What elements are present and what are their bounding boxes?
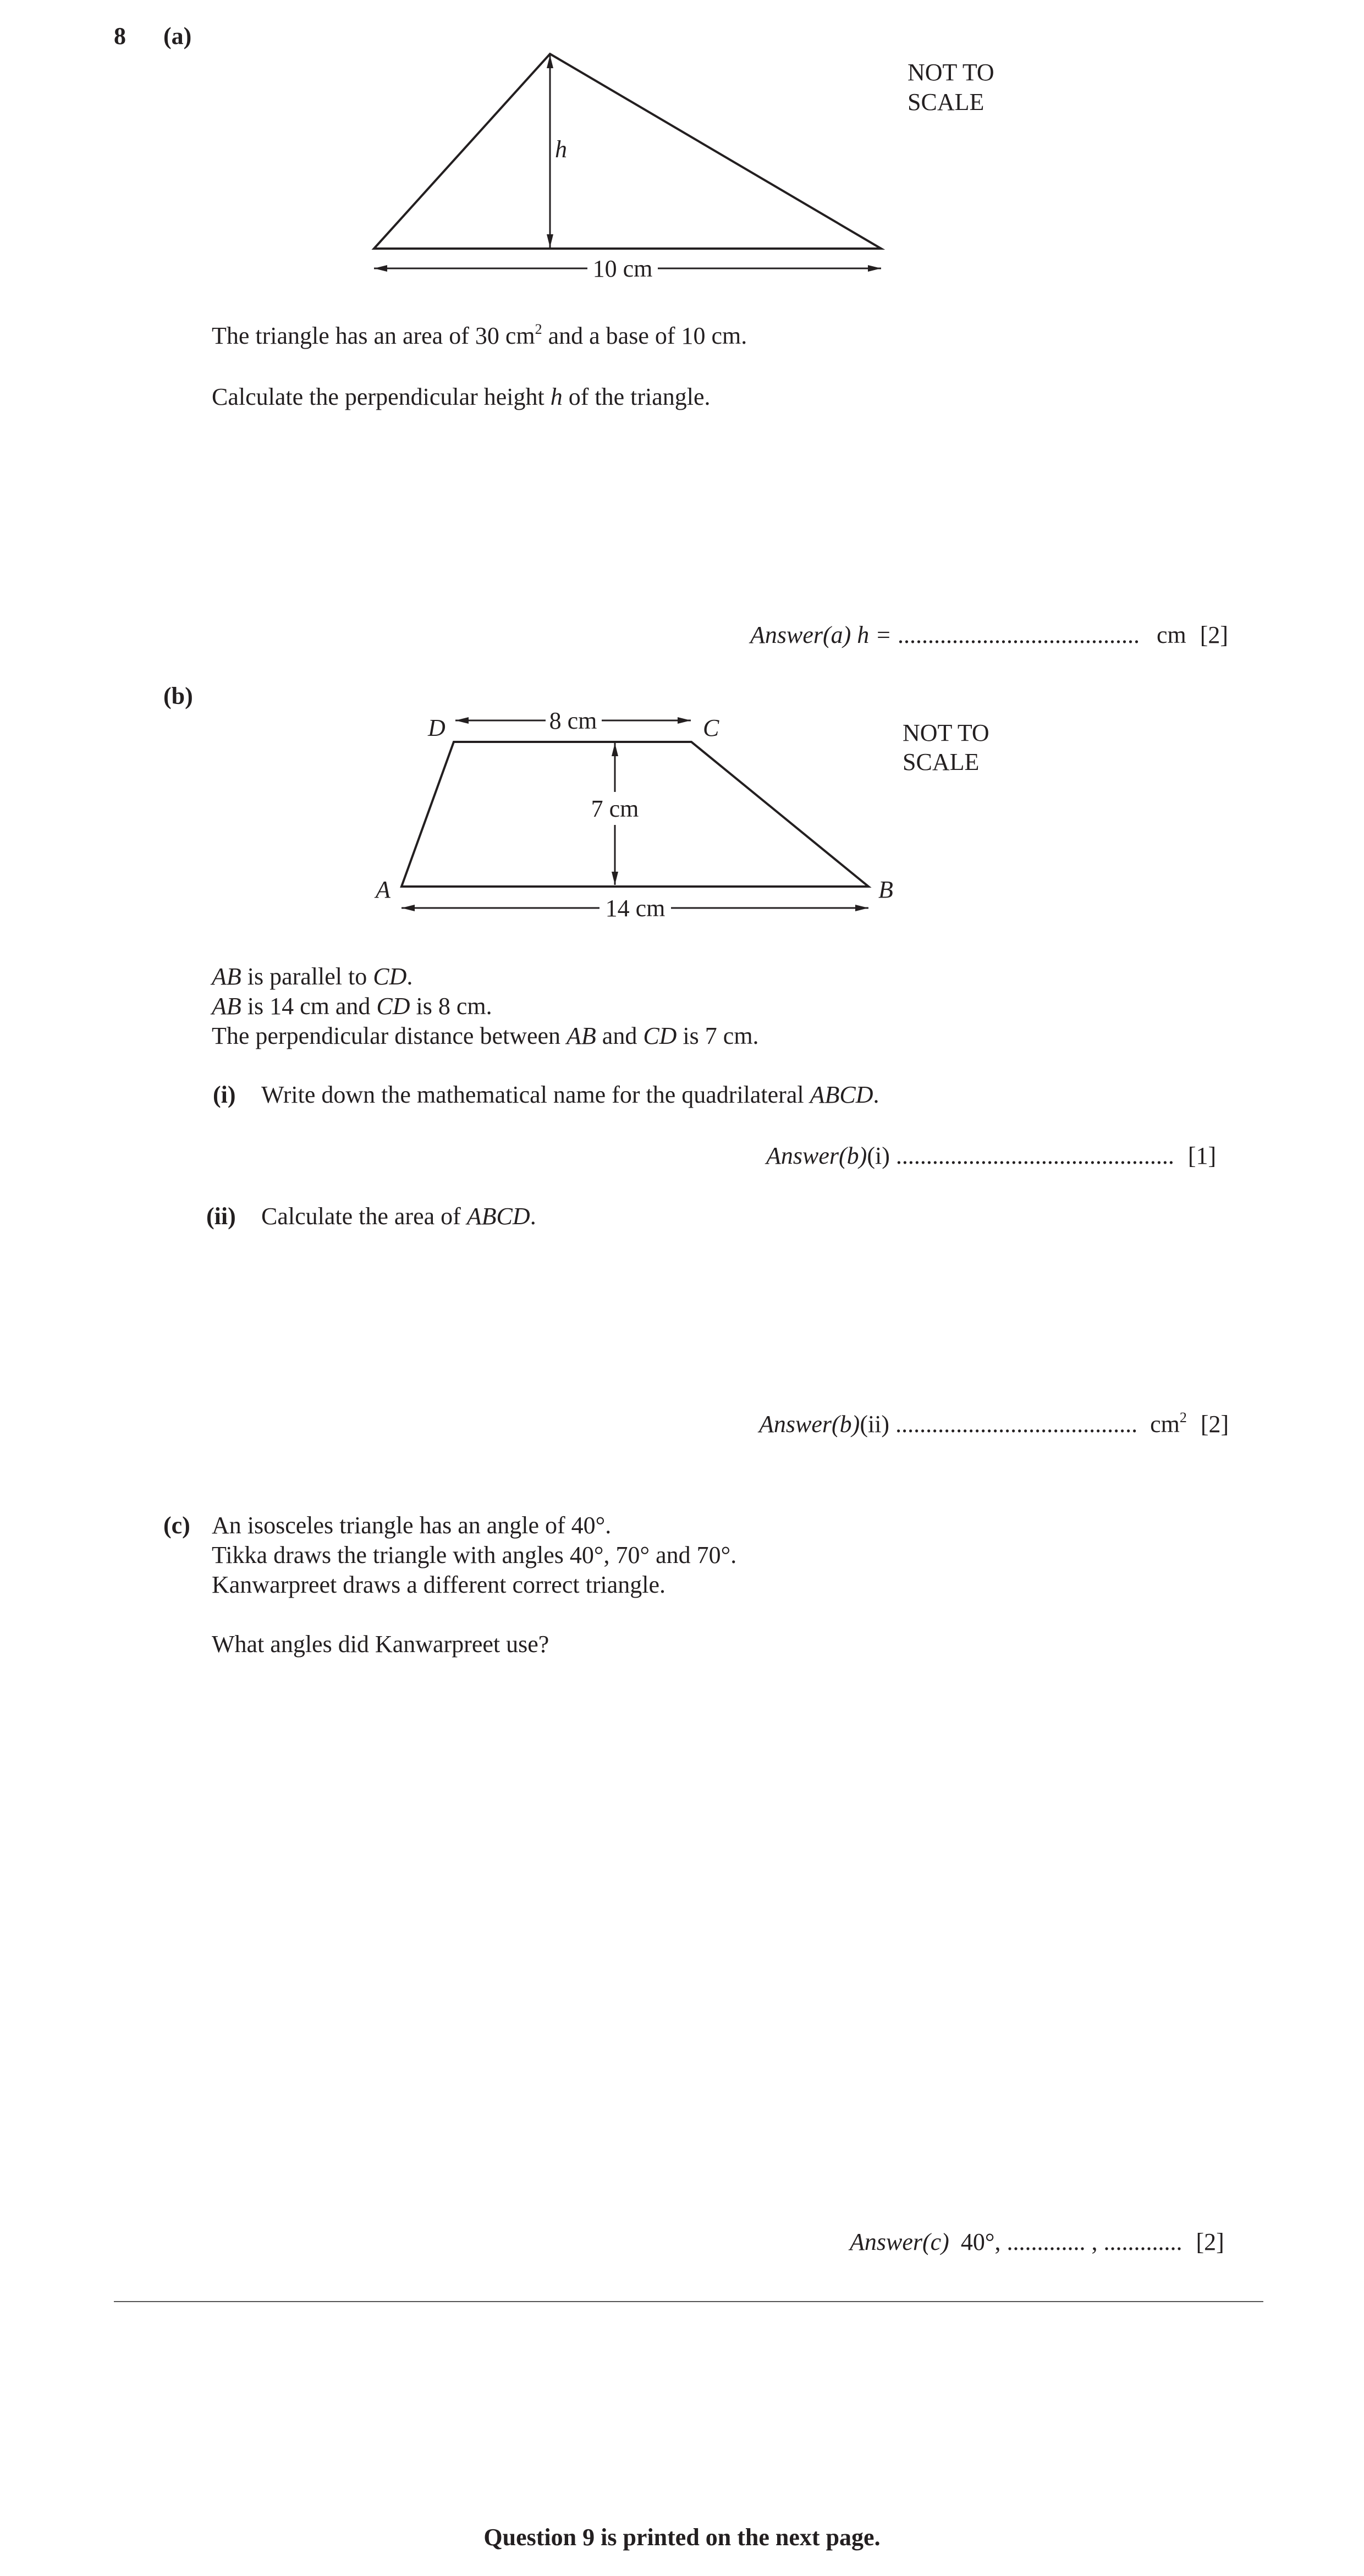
top-label: 8 cm — [549, 707, 597, 734]
height-label: h — [555, 136, 567, 163]
vertex-b: B — [878, 876, 893, 903]
part-a-label: (a) — [163, 23, 192, 49]
base-label: 10 cm — [592, 255, 653, 282]
part-b-line2: AB is 14 cm and CD is 8 cm. — [212, 993, 492, 1020]
answer-b-i-line: Answer(b)(i) .............................................. [1] — [766, 1142, 1217, 1169]
not-to-scale-b-line2: SCALE — [903, 748, 980, 775]
answer-b-i-field[interactable]: .............................................. — [895, 1142, 1174, 1169]
part-c-question: What angles did Kanwarpreet use? — [212, 1631, 549, 1658]
trapezium-figure — [0, 0, 1364, 935]
part-c-line2: Tikka draws the triangle with angles 40°, 70° and 70°. — [212, 1542, 737, 1568]
footer-note: Question 9 is printed on the next page. — [483, 2524, 881, 2551]
sub-ii-label: (ii) — [206, 1203, 236, 1230]
part-a-statement: The triangle has an area of 30 $cm^2$ and a base of 10 cm. — [212, 321, 747, 349]
answer-a-line: Answer(a) h = ........................................ cm [2] — [750, 621, 1229, 648]
answer-c-line: Answer(c) 40°, ............. , ............. [2] — [850, 2228, 1224, 2255]
vertex-d: D — [428, 714, 446, 741]
section-divider — [114, 2301, 1263, 2302]
sub-i-label: (i) — [213, 1081, 236, 1108]
part-b-line1: AB is parallel to CD. — [212, 963, 413, 990]
answer-a-field[interactable]: ........................................ — [898, 621, 1140, 648]
part-a-instruction: Calculate the perpendicular height h of the triangle. — [212, 383, 711, 410]
marks-b-ii: [2] — [1200, 1411, 1229, 1438]
vertex-a: A — [376, 876, 391, 903]
marks-a: [2] — [1200, 621, 1229, 648]
answer-b-ii-line: Answer(b)(ii) ........................................ $cm^2$ [2] — [759, 1410, 1229, 1438]
answer-c-field[interactable]: 40°, ............. , ............. — [960, 2228, 1182, 2255]
sub-i-text: Write down the mathematical name for the quadrilateral ABCD. — [261, 1081, 879, 1108]
question-number: 8 — [114, 23, 126, 49]
part-c-line1: An isosceles triangle has an angle of 40°. — [212, 1512, 612, 1539]
part-c-label: (c) — [163, 1512, 190, 1539]
marks-c: [2] — [1196, 2228, 1224, 2255]
base-label-b: 14 cm — [605, 895, 666, 922]
answer-b-ii-field[interactable]: ........................................ — [895, 1411, 1138, 1438]
part-c-line3: Kanwarpreet draws a different correct triangle. — [212, 1571, 666, 1598]
part-b-line3: The perpendicular distance between AB and CD is 7 cm. — [212, 1022, 759, 1049]
sub-ii-text: Calculate the area of ABCD. — [261, 1203, 536, 1230]
marks-b-i: [1] — [1187, 1142, 1217, 1169]
height-label-b: 7 cm — [591, 795, 639, 822]
not-to-scale-a-line1: NOT TO — [908, 59, 994, 86]
part-b-label: (b) — [163, 682, 193, 709]
not-to-scale-a-line2: SCALE — [908, 89, 985, 115]
not-to-scale-b-line1: NOT TO — [903, 719, 989, 746]
vertex-c: C — [703, 714, 719, 741]
